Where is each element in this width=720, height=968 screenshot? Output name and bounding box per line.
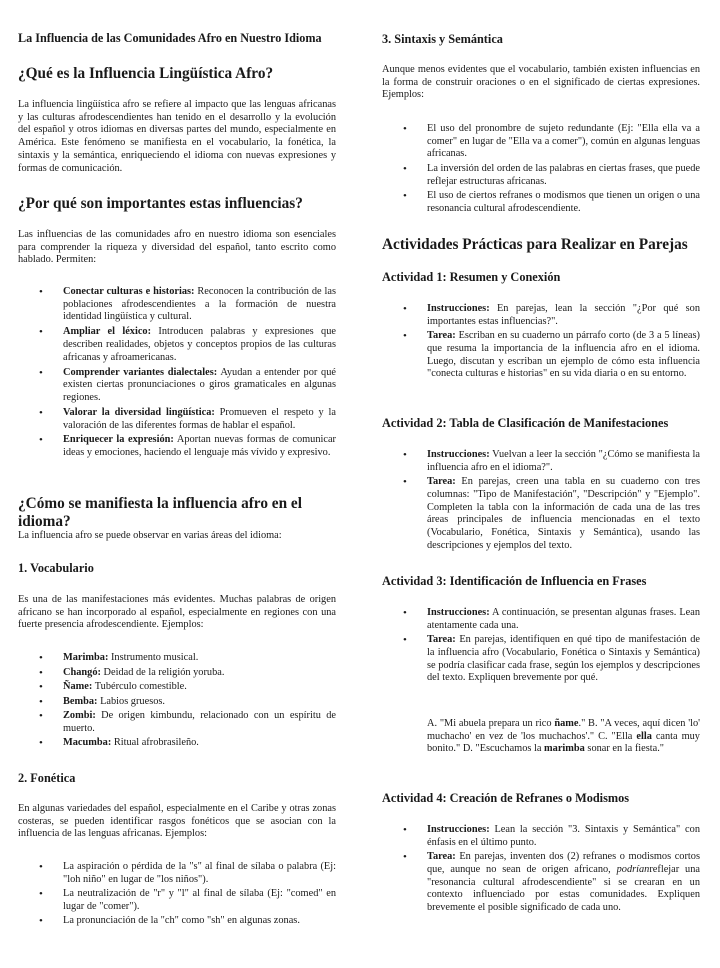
list-item: • Tarea: En parejas, creen una tabla en su cuaderno con tres columnas: "Tipo de Manifestación", "Descripción" y "Ejemplo". Completen la tabla con la información de cada una de las tres áreas principales de influencia mencionadas en el texto (Vocabulario, Fonética, Sintaxis y Semántica), usando las descripciones y ejemplos del texto. (382, 476, 700, 552)
list-item: • Conectar culturas e historias: Reconocen la contribución de las poblaciones afrodescendientes a la formación de nuestra identidad lingüística y cultural. (18, 286, 336, 324)
list-item: • Macumba: Ritual afrobrasileño. (18, 737, 336, 750)
heading-vocabulario: 1. Vocabulario (18, 561, 94, 575)
paragraph-fonetica: En algunas variedades del español, especialmente en el Caribe y otras zonas costeras, se pueden identificar rasgos fonéticos que se asocian con la influencia de las lenguas africanas. Ejemplos: (18, 803, 336, 840)
list-item: • Marimba: Instrumento musical. (18, 652, 336, 665)
paragraph-como: La influencia afro se puede observar en varias áreas del idioma: (18, 530, 282, 541)
list-item: • Ampliar el léxico: Introducen palabras y expresiones que describen realidades, objetos y conceptos propios de las culturas africanas y afroamericanas. (18, 326, 336, 364)
heading-que-es: ¿Qué es la Influencia Lingüística Afro? (18, 65, 274, 82)
list-item: • La aspiración o pérdida de la "s" al final de sílaba o palabra (Ej: "loh niño" en lugar de "los niños"). (18, 861, 336, 886)
heading-actividad-4: Actividad 4: Creación de Refranes o Modismos (382, 791, 630, 805)
list-item: • Comprender variantes dialectales: Ayudan a entender por qué existen ciertas pronunciaciones o giros gramaticales en algunas regiones. (18, 367, 336, 405)
paragraph-por-que: Las influencias de las comunidades afro en nuestro idioma son esenciales para comprender la riqueza y diversidad del español, tanto escrito como hablado. Permiten: (18, 229, 336, 266)
heading-como: ¿Cómo se manifiesta la influencia afro en el idioma? (18, 495, 302, 530)
list-vocabulario (18, 652, 336, 752)
paragraph-vocabulario: Es una de las manifestaciones más evidentes. Muchas palabras de origen africano se han incorporado al español, especialmente en regiones con una fuerte presencia afrodescendiente. Ejemplos: (18, 594, 336, 631)
list-fonetica (18, 861, 336, 930)
list-actividad-1 (382, 303, 700, 383)
list-item: • El uso del pronombre de sujeto redundante (Ej: "Ella ella va a comer" en lugar de "Ella va a comer"), común en algunas lenguas africanas. (382, 123, 700, 161)
list-item: • Instrucciones: A continuación, se presentan algunas frases. Lean atentamente cada una. (382, 607, 700, 632)
list-item: • Bemba: Labios gruesos. (18, 696, 336, 709)
list-por-que (18, 286, 336, 462)
list-item: • Tarea: En parejas, inventen dos (2) refranes o modismos cortos que, aunque no sean de origen africano, podríanreflejar una "resonancia cultural afrodescendiente" si se crearan en un contexto influenciado por estas comunidades. Expliquen brevemente el posible significado de cada uno. (382, 851, 700, 915)
list-item: • Zombi: De origen kimbundu, relacionado con un espíritu de muerto. (18, 710, 336, 735)
document-title: La Influencia de las Comunidades Afro en Nuestro Idioma (18, 31, 322, 45)
heading-actividad-1: Actividad 1: Resumen y Conexión (382, 270, 561, 284)
list-item: • Ñame: Tubérculo comestible. (18, 681, 336, 694)
list-item: • Instrucciones: Lean la sección "3. Sintaxis y Semántica" con énfasis en el último punto. (382, 824, 700, 849)
list-item: • Changó: Deidad de la religión yoruba. (18, 667, 336, 680)
list-item: • Tarea: En parejas, identifiquen en qué tipo de manifestación de la influencia afro (Vocabulario, Fonética o Sintaxis y Semántica) se podría clasificar cada frase, según los ejemplos y descripciones del texto. Expliquen brevemente por qué. (382, 634, 700, 685)
example-phrases: A. "Mi abuela prepara un rico ñame." B. "A veces, aquí dicen 'lo' muchacho' en vez de 'los muchachos'." C. "Ella ella canta muy bonito." D. "Escuchamos la marimba sonar en la fiesta." (427, 718, 700, 755)
heading-por-que: ¿Por qué son importantes estas influencias? (18, 195, 303, 212)
heading-actividad-3: Actividad 3: Identificación de Influencia en Frases (382, 574, 647, 588)
heading-actividades: Actividades Prácticas para Realizar en Parejas (382, 236, 688, 253)
list-item: • Instrucciones: Vuelvan a leer la sección "¿Cómo se manifiesta la influencia afro en el idioma?". (382, 449, 700, 474)
list-item: • La neutralización de "r" y "l" al final de sílaba (Ej: "comed" en lugar de "comer"). (18, 888, 336, 913)
paragraph-sintaxis: Aunque menos evidentes que el vocabulario, también existen influencias en la forma de construir oraciones o en el significado de ciertas expresiones. Ejemplos: (382, 64, 700, 101)
list-actividad-2 (382, 449, 700, 554)
heading-sintaxis: 3. Sintaxis y Semántica (382, 32, 503, 46)
list-item: • Tarea: Escriban en su cuaderno un párrafo corto (de 3 a 5 líneas) que resuma la importancia de la influencia afro en el idioma. Luego, discutan y escriban un ejemplo de cómo esta influencia "conecta culturas e historias" en su vida diaria o en su entorno. (382, 330, 700, 381)
heading-fonetica: 2. Fonética (18, 771, 76, 785)
list-sintaxis (382, 123, 700, 217)
list-actividad-4 (382, 824, 700, 917)
paragraph-que-es: La influencia lingüística afro se refiere al impacto que las lenguas africanas y las culturas afrodescendientes han tenido en el desarrollo y la evolución del español y otros idiomas en diversas partes del mundo, especialmente en América. Este fenómeno se manifiesta en el vocabulario, la fonética, la sintaxis y la semántica, enriqueciendo el idioma con nuevas expresiones y formas de comunicación. (18, 99, 336, 174)
heading-actividad-2: Actividad 2: Tabla de Clasificación de Manifestaciones (382, 416, 669, 430)
list-item: • Enriquecer la expresión: Aportan nuevas formas de comunicar ideas y emociones, haciendo el lenguaje más vívido y expresivo. (18, 434, 336, 459)
list-item: • La inversión del orden de las palabras en ciertas frases, que puede reflejar estructuras africanas. (382, 163, 700, 188)
list-item: • Valorar la diversidad lingüística: Promueven el respeto y la valoración de las diferentes formas de hablar el español. (18, 407, 336, 432)
list-actividad-3 (382, 607, 700, 687)
list-item: • Instrucciones: En parejas, lean la sección "¿Por qué son importantes estas influencias?". (382, 303, 700, 328)
list-item: • El uso de ciertos refranes o modismos que tienen un origen o una resonancia cultural afrodescendiente. (382, 190, 700, 215)
list-item: • La pronunciación de la "ch" como "sh" en algunas zonas. (18, 915, 336, 928)
